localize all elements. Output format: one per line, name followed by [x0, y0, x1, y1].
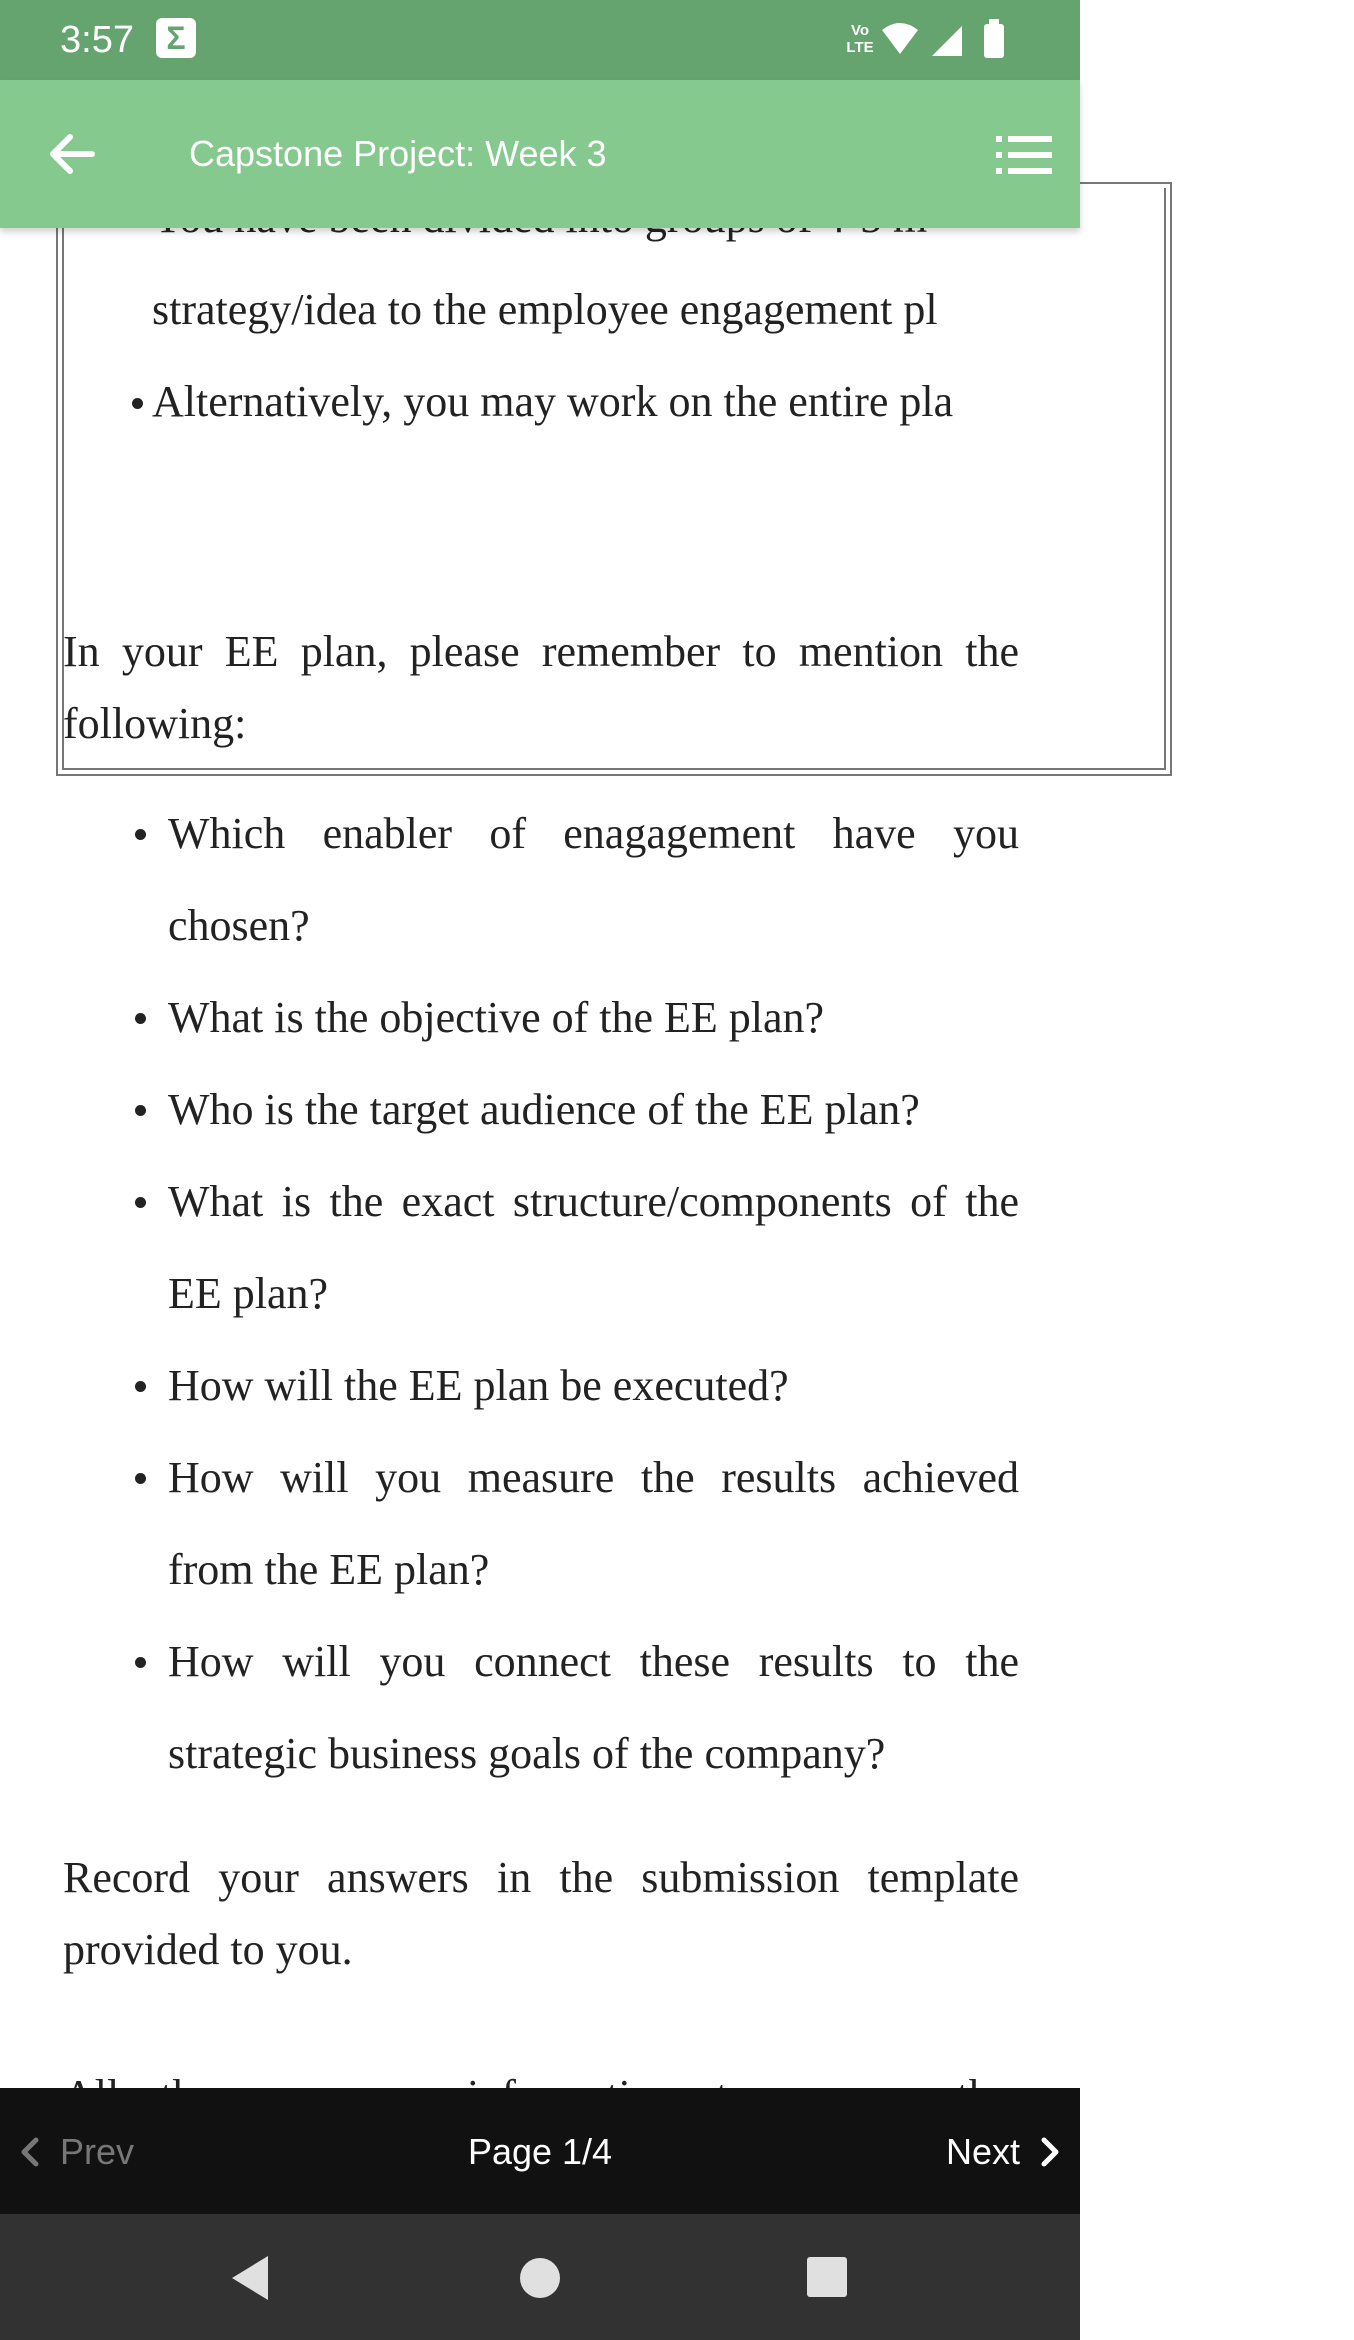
intro-paragraph: In your EE plan, please remember to mention the following:	[63, 627, 1019, 748]
bullet-dot	[135, 1657, 146, 1668]
wifi-icon	[882, 23, 918, 54]
box-bullet-text: Alternatively, you may work on the entire pla	[152, 377, 954, 426]
list-item	[168, 1432, 1019, 1616]
page-title: Capstone Project: Week 3	[189, 133, 607, 174]
box-bullet-text: strategy/idea to the employee engagement pl	[152, 285, 938, 334]
next-button[interactable]	[946, 2128, 1064, 2176]
status-icons	[880, 18, 1030, 62]
nav-recents-icon[interactable]	[806, 2256, 848, 2298]
page-navigation-bar	[0, 2088, 1080, 2214]
list-item	[168, 1340, 1019, 1432]
status-bar	[0, 0, 1080, 80]
bullet-dot	[135, 1013, 146, 1024]
sigma-icon: Σ	[156, 18, 196, 58]
cell-signal-icon	[932, 26, 962, 56]
battery-icon	[984, 19, 1004, 58]
list-item-text: Who is the target audience of the EE plan?	[168, 1085, 920, 1134]
bullet-dot	[135, 1473, 146, 1484]
list-item-text: How will you connect these results to the strategic business goals of the company?	[168, 1637, 1019, 1778]
arrow-back-icon[interactable]	[40, 120, 108, 188]
list-item-text: How will you measure the results achieved from the EE plan?	[168, 1453, 1019, 1594]
list-menu-icon[interactable]	[994, 130, 1054, 180]
bullet-dot	[135, 829, 146, 840]
list-item	[168, 972, 1019, 1064]
reader-content[interactable]	[0, 228, 1080, 2088]
list-item-text: How will the EE plan be executed?	[168, 1361, 789, 1410]
record-paragraph: Record your answers in the submission template provided to you.	[63, 1853, 1019, 1974]
list-item	[168, 788, 1019, 972]
page-indicator: Page 1/4	[467, 2131, 613, 2172]
list-item	[168, 1156, 1019, 1340]
list-item-text: What is the objective of the EE plan?	[168, 993, 825, 1042]
volte-label: Vo LTE	[846, 22, 874, 56]
bullet-dot	[132, 398, 143, 409]
list-item	[168, 1616, 1019, 1800]
list-item-text: Which enabler of enagagement have you chosen?	[168, 809, 1019, 950]
system-navigation-bar	[0, 2214, 1080, 2340]
status-time: 3:57	[60, 19, 134, 61]
bullet-dot	[135, 1381, 146, 1392]
list-item-text: What is the exact structure/components of the EE plan?	[168, 1177, 1019, 1318]
list-item	[168, 1064, 1019, 1156]
chevron-right-icon	[1034, 2132, 1064, 2172]
prev-label: Prev	[60, 2131, 135, 2172]
bullet-dot	[135, 1197, 146, 1208]
app-bar	[0, 80, 1080, 228]
next-label: Next	[945, 2131, 1020, 2172]
nav-back-icon[interactable]	[228, 2254, 272, 2302]
bullet-dot	[135, 1105, 146, 1116]
nav-home-icon[interactable]	[518, 2256, 562, 2300]
